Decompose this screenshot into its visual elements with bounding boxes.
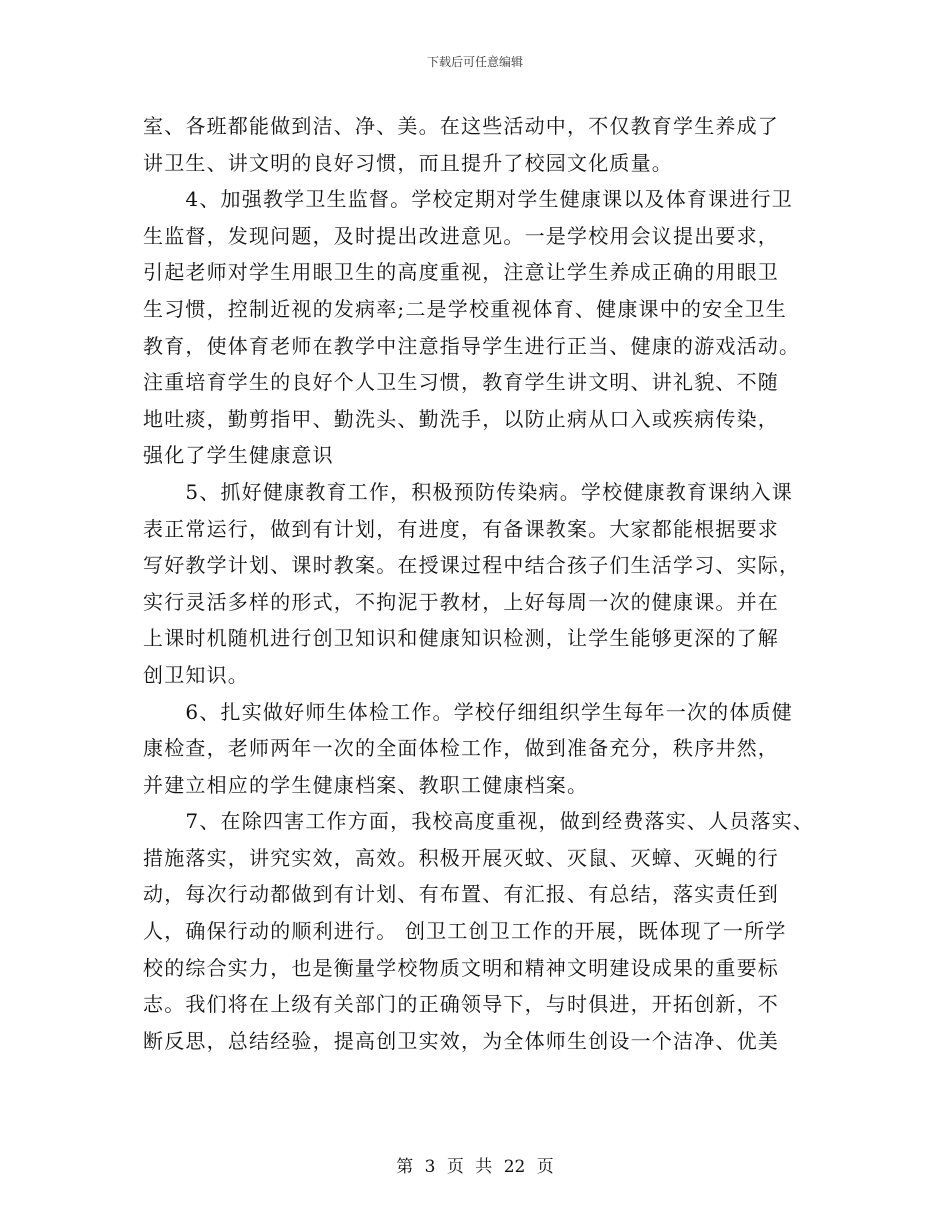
text-line: 4、加强教学卫生监督。学校定期对学生健康课以及体育课进行卫 bbox=[143, 187, 793, 212]
text-line: 康检查，老师两年一次的全面体检工作，做到准备充分，秩序井然， bbox=[143, 736, 779, 761]
text-line: 上课时机随机进行创卫知识和健康知识检测，让学生能够更深的了解 bbox=[143, 626, 779, 651]
page-header: 下载后可任意编辑 bbox=[426, 55, 523, 69]
document-body bbox=[143, 108, 833, 1059]
text-line: 讲卫生、讲文明的良好习惯，而且提升了校园文化质量。 bbox=[143, 150, 673, 175]
text-line: 强化了学生健康意识 bbox=[143, 443, 334, 468]
text-line: 写好教学计划、课时教案。在授课过程中结合孩子们生活学习、实际， bbox=[143, 553, 801, 578]
text-line: 注重培育学生的良好个人卫生习惯，教育学生讲文明、讲礼貌、不随 bbox=[143, 370, 779, 395]
text-line: 生监督，发现问题，及时提出改进意见。一是学校用会议提出要求， bbox=[143, 223, 779, 248]
text-line: 表正常运行，做到有计划，有进度，有备课教案。大家都能根据要求 bbox=[143, 516, 779, 541]
text-line: 并建立相应的学生健康档案、教职工健康档案。 bbox=[143, 772, 589, 797]
text-line: 人，确保行动的顺利进行。 创卫工创卫工作的开展，既体现了一所学 bbox=[143, 919, 787, 944]
text-line: 生习惯，控制近视的发病率;二是学校重视体育、健康课中的安全卫生 bbox=[143, 296, 787, 321]
text-line: 志。我们将在上级有关部门的正确领导下，与时俱进，开拓创新，不 bbox=[143, 992, 779, 1017]
text-line: 地吐痰，勤剪指甲、勤洗头、勤洗手，以防止病从口入或疾病传染， bbox=[143, 406, 779, 431]
text-line: 校的综合实力，也是衡量学校物质文明和精神文明建设成果的重要标 bbox=[143, 955, 779, 980]
text-line: 动，每次行动都做到有计划、有布置、有汇报、有总结，落实责任到 bbox=[143, 882, 779, 907]
text-line: 7、在除四害工作方面，我校高度重视，做到经费落实、人员落实、 bbox=[143, 809, 815, 834]
text-line: 室、各班都能做到洁、净、美。在这些活动中，不仅教育学生养成了 bbox=[143, 114, 779, 138]
text-line: 引起老师对学生用眼卫生的高度重视，注意让学生养成正确的用眼卫 bbox=[143, 260, 779, 285]
text-line: 实行灵活多样的形式，不拘泥于教材，上好每周一次的健康课。并在 bbox=[143, 589, 779, 614]
text-line: 断反思，总结经验，提高创卫实效，为全体师生创设一个洁净、优美 bbox=[143, 1028, 779, 1053]
text-line: 教育，使体育老师在教学中注意指导学生进行正当、健康的游戏活动。 bbox=[143, 333, 801, 358]
text-line: 措施落实，讲究实效，高效。积极开展灭蚊、灭鼠、灭蟑、灭蝇的行 bbox=[143, 845, 779, 870]
text-line: 5、抓好健康教育工作，积极预防传染病。学校健康教育课纳入课 bbox=[143, 479, 793, 504]
page-number-footer: 第 3 页 共 22 页 bbox=[396, 1157, 554, 1177]
text-line: 6、扎实做好师生体检工作。学校仔细组织学生每年一次的体质健 bbox=[143, 699, 793, 724]
text-line: 创卫知识。 bbox=[143, 662, 249, 687]
